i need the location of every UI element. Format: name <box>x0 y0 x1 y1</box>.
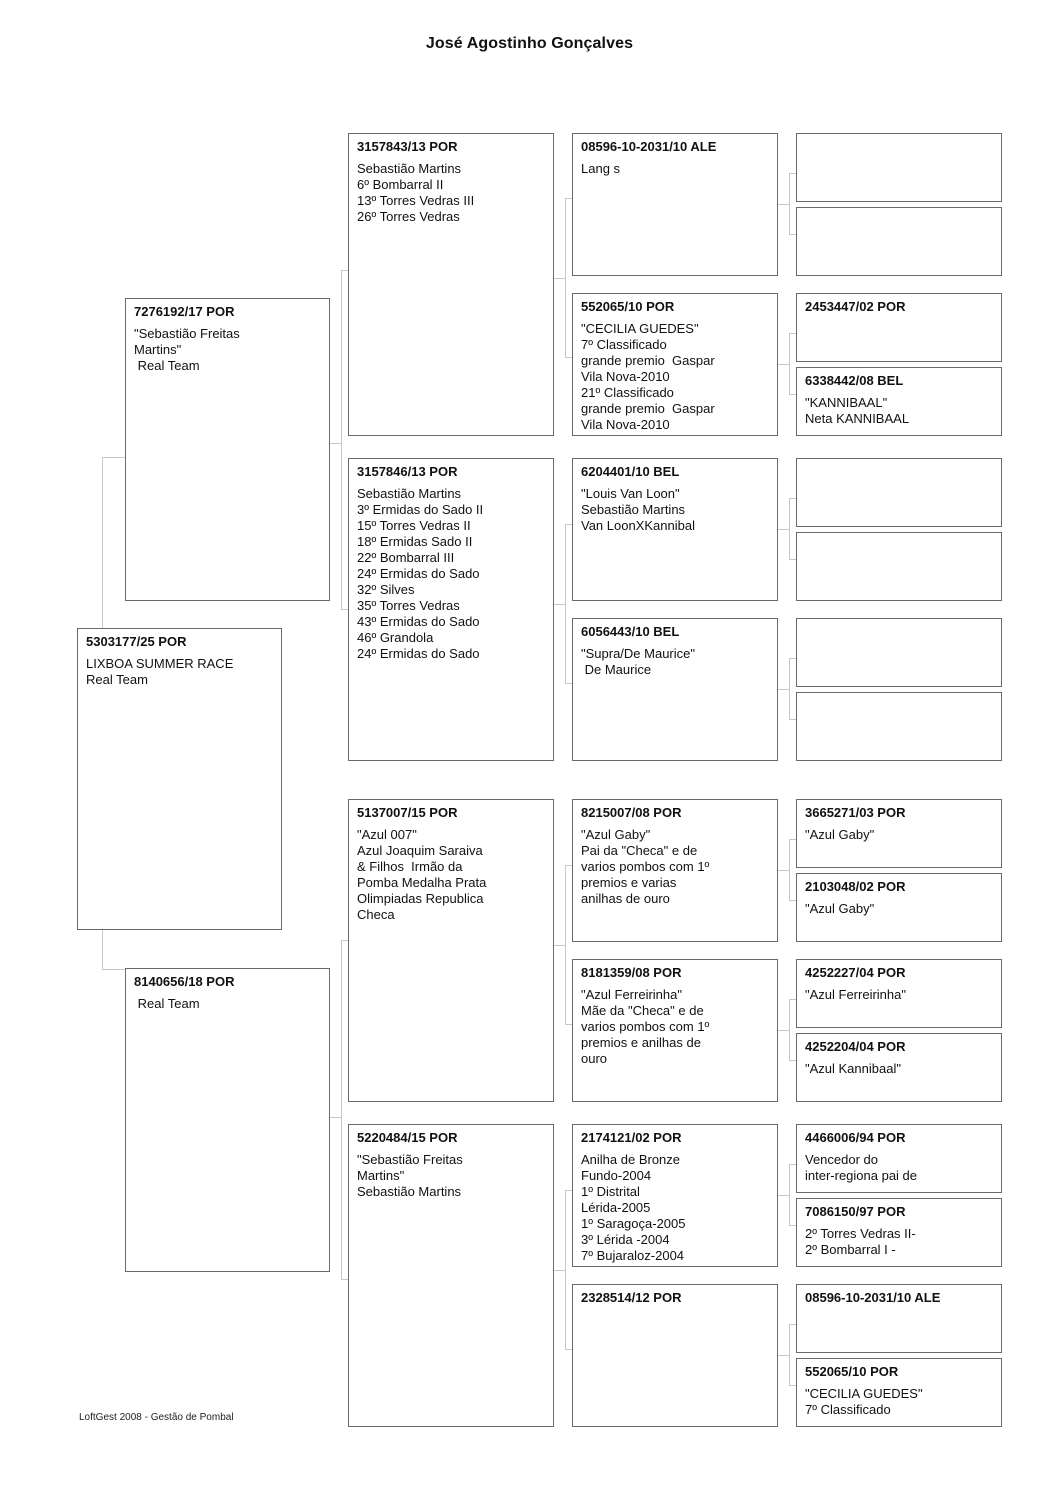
pigeon-notes: "Azul Ferreirinha" <box>805 987 906 1002</box>
pigeon-notes: "Azul Kannibaal" <box>805 1061 901 1076</box>
pigeon-card-g3[interactable] <box>572 959 778 1102</box>
pigeon-notes: 2º Torres Vedras II- 2º Bombarral I - <box>805 1226 916 1257</box>
pigeon-notes: Anilha de Bronze Fundo-2004 1º Distrital Lérida-2005 1º Saragoça-2005 3º Lérida -2004 7º Bujaraloz-2004 <box>581 1152 686 1263</box>
ring-number: 08596-10-2031/10 ALE <box>805 1290 941 1305</box>
pigeon-card-g4[interactable] <box>796 1124 1002 1193</box>
pigeon-card-g4[interactable] <box>796 1033 1002 1102</box>
ring-number: 6056443/10 BEL <box>581 624 680 639</box>
connector <box>777 870 789 871</box>
ring-number: 8140656/18 POR <box>134 974 235 989</box>
pigeon-card-subject[interactable] <box>77 628 282 930</box>
pigeon-card-g4[interactable] <box>796 367 1002 436</box>
pigeon-card-g3[interactable] <box>572 1124 778 1267</box>
pigeon-card-dam[interactable] <box>125 968 330 1272</box>
pigeon-card-g4[interactable] <box>796 458 1002 527</box>
ring-number: 6204401/10 BEL <box>581 464 680 479</box>
pigeon-card-g4[interactable] <box>796 1358 1002 1427</box>
pigeon-notes: "Azul 007" Azul Joaquim Saraiva & Filhos Irmão da Pomba Medalha Prata Olimpiadas Republica Checa <box>357 827 487 922</box>
pigeon-notes: "Louis Van Loon" Sebastião Martins Van LoonXKannibal <box>581 486 695 533</box>
pigeon-notes: Sebastião Martins 6º Bombarral II 13º Torres Vedras III 26º Torres Vedras <box>357 161 475 224</box>
pigeon-card-dam-sire[interactable] <box>348 799 554 1102</box>
connector <box>553 604 565 605</box>
connector <box>329 1117 341 1118</box>
pigeon-notes: "Supra/De Maurice" De Maurice <box>581 646 695 677</box>
pigeon-card-g3[interactable] <box>572 1284 778 1427</box>
pigeon-notes: Sebastião Martins 3º Ermidas do Sado II 15º Torres Vedras II 18º Ermidas Sado II 22º Bombarral III 24º Ermidas do Sado 32º Silves 35º Torres Vedras 43º Ermidas do Sado 46º Grandola 24º Ermidas do Sado <box>357 486 484 661</box>
pigeon-notes: "KANNIBAAL" Neta KANNIBAAL <box>805 395 910 426</box>
connector <box>777 1030 789 1031</box>
pigeon-notes: Lang s <box>581 161 621 176</box>
ring-number: 4252204/04 POR <box>805 1039 906 1054</box>
ring-number: 2174121/02 POR <box>581 1130 682 1145</box>
pigeon-card-g4[interactable] <box>796 873 1002 942</box>
footer-text: LoftGest 2008 - Gestão de Pombal <box>79 1412 234 1423</box>
ring-number: 3157846/13 POR <box>357 464 458 479</box>
ring-number: 08596-10-2031/10 ALE <box>581 139 717 154</box>
pigeon-notes: "Azul Gaby" <box>805 901 875 916</box>
connector <box>777 689 789 690</box>
pigeon-card-g4[interactable] <box>796 1284 1002 1353</box>
connector <box>553 945 565 946</box>
pigeon-card-g4[interactable] <box>796 799 1002 868</box>
connector <box>777 529 789 530</box>
connector <box>777 204 789 205</box>
pigeon-card-g3[interactable] <box>572 799 778 942</box>
pigeon-notes: "Azul Gaby" <box>805 827 875 842</box>
pigeon-card-g3[interactable] <box>572 618 778 761</box>
ring-number: 5220484/15 POR <box>357 1130 458 1145</box>
pigeon-notes: LIXBOA SUMMER RACE Real Team <box>86 656 234 687</box>
pigeon-card-g4[interactable] <box>796 618 1002 687</box>
ring-number: 7086150/97 POR <box>805 1204 906 1219</box>
pigeon-card-g4[interactable] <box>796 1198 1002 1267</box>
pigeon-notes: "CECILIA GUEDES" 7º Classificado <box>805 1386 923 1417</box>
ring-number: 3665271/03 POR <box>805 805 906 820</box>
pigeon-card-sire-dam[interactable] <box>348 458 554 761</box>
pigeon-card-sire-sire[interactable] <box>348 133 554 436</box>
pigeon-notes: "CECILIA GUEDES" 7º Classificado grande premio Gaspar Vila Nova-2010 21º Classificado grande premio Gaspar Vila Nova-2010 <box>581 321 715 432</box>
connector <box>777 364 789 365</box>
ring-number: 6338442/08 BEL <box>805 373 904 388</box>
ring-number: 3157843/13 POR <box>357 139 458 154</box>
pigeon-notes: "Sebastião Freitas Martins" Real Team <box>134 326 240 373</box>
ring-number: 4466006/94 POR <box>805 1130 906 1145</box>
ring-number: 552065/10 POR <box>581 299 675 314</box>
page-title: José Agostinho Gonçalves <box>425 35 634 52</box>
pigeon-card-g4[interactable] <box>796 959 1002 1028</box>
ring-number: 2103048/02 POR <box>805 879 906 894</box>
ring-number: 8181359/08 POR <box>581 965 682 980</box>
ring-number: 4252227/04 POR <box>805 965 906 980</box>
ring-number: 8215007/08 POR <box>581 805 682 820</box>
ring-number: 2328514/12 POR <box>581 1290 682 1305</box>
pigeon-card-g3[interactable] <box>572 293 778 436</box>
ring-number: 5303177/25 POR <box>86 634 187 649</box>
pigeon-notes: "Sebastião Freitas Martins" Sebastião Martins <box>357 1152 463 1199</box>
pigeon-notes: Vencedor do inter-regiona pai de <box>805 1152 918 1183</box>
pigeon-card-sire[interactable] <box>125 298 330 601</box>
pigeon-card-dam-dam[interactable] <box>348 1124 554 1427</box>
pigeon-card-g4[interactable] <box>796 532 1002 601</box>
ring-number: 552065/10 POR <box>805 1364 899 1379</box>
connector <box>777 1355 789 1356</box>
pigeon-notes: "Azul Ferreirinha" Mãe da "Checa" e de varios pombos com 1º premios e anilhas de ouro <box>581 987 710 1066</box>
ring-number: 7276192/17 POR <box>134 304 235 319</box>
ring-number: 2453447/02 POR <box>805 299 906 314</box>
pigeon-notes: "Azul Gaby" Pai da "Checa" e de varios pombos com 1º premios e varias anilhas de ouro <box>581 827 710 906</box>
pigeon-card-g4[interactable] <box>796 207 1002 276</box>
pigeon-notes: Real Team <box>134 996 200 1011</box>
pigeon-card-g3[interactable] <box>572 458 778 601</box>
connector <box>553 1270 565 1271</box>
pigeon-card-g4[interactable] <box>796 133 1002 202</box>
pigeon-card-g4[interactable] <box>796 293 1002 362</box>
connector <box>329 443 341 444</box>
connector <box>553 278 565 279</box>
pigeon-card-g3[interactable] <box>572 133 778 276</box>
ring-number: 5137007/15 POR <box>357 805 458 820</box>
pigeon-card-g4[interactable] <box>796 692 1002 761</box>
connector <box>777 1195 789 1196</box>
